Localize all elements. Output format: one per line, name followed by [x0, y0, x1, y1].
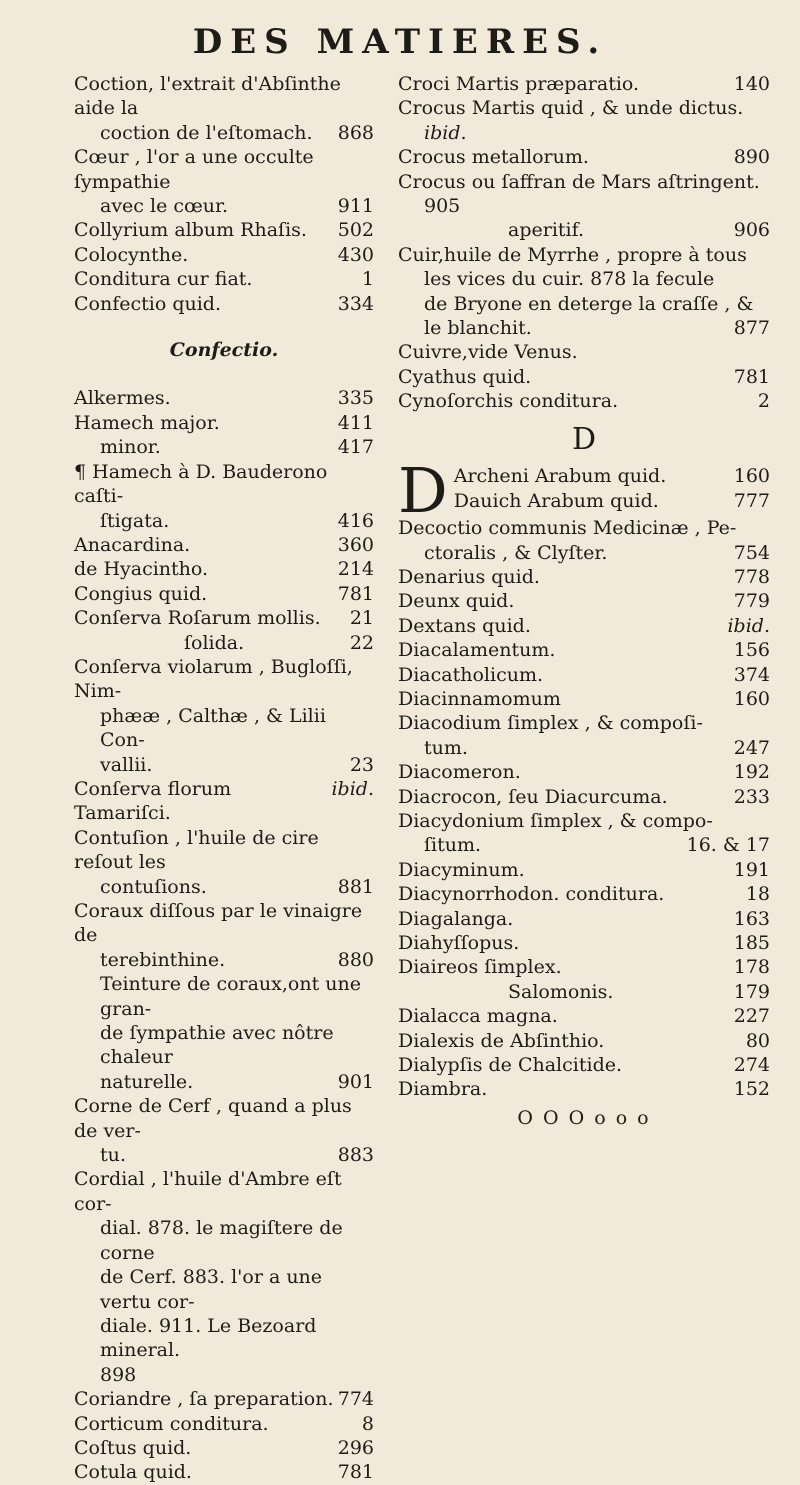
index-entry — [398, 858, 770, 882]
entry-text: vallii. — [100, 753, 153, 776]
index-entry — [398, 980, 770, 1004]
page-number: 777 — [733, 489, 770, 512]
entry-text: Diacodium ſimplex , & compoſi- — [398, 712, 703, 735]
left-column — [74, 72, 374, 1485]
page-number: 335 — [337, 387, 374, 410]
index-entry — [74, 948, 374, 972]
index-entry — [74, 218, 374, 242]
entry-text: Crocus Martis quid , & unde dictus. — [398, 97, 744, 120]
index-entry — [74, 899, 374, 948]
index-entry — [74, 826, 374, 875]
entry-text: contuſions. — [100, 875, 207, 898]
page-number: 911 — [337, 195, 374, 218]
page-number: 417 — [337, 436, 374, 459]
index-entry — [398, 316, 770, 340]
entry-text: ctoralis , & Clyſter. — [424, 541, 608, 564]
page-number: 781 — [337, 1461, 374, 1484]
entry-text: Crocus ou ſaffran de Mars aſtringent. — [398, 170, 760, 193]
page-number: 881 — [337, 875, 374, 898]
entry-text: Diacydonium ſimplex , & compo- — [398, 809, 713, 832]
entry-text: dial. 878. le magiſtere de corne — [100, 1217, 343, 1264]
page-number: 360 — [337, 533, 374, 556]
index-entry — [398, 589, 770, 613]
page-number: 178 — [733, 956, 770, 979]
entry-text: tum. — [424, 736, 468, 759]
page-number: 16. & 17 — [686, 834, 770, 857]
entry-text: Teinture de coraux,ont une gran- — [100, 973, 361, 1020]
entry-text: Dialexis de Abſinthio. — [398, 1029, 605, 1052]
index-entry — [398, 663, 770, 687]
index-entry — [398, 145, 770, 169]
entry-text: Collyrium album Rhaſis. — [74, 219, 307, 242]
entry-text: ſtigata. — [100, 509, 170, 532]
index-entry — [398, 267, 770, 291]
entry-text: terebinthine. — [100, 948, 226, 971]
entry-text: Conſerva florum Tamariſci. — [74, 777, 232, 825]
index-entry — [398, 340, 770, 364]
page-number: 22 — [349, 631, 374, 654]
page-number: 430 — [337, 243, 374, 266]
index-entry — [74, 1412, 374, 1436]
index-entry — [398, 907, 770, 931]
entry-text: 898 — [100, 1363, 137, 1386]
entry-text: diale. 911. Le Bezoard mineral. — [100, 1314, 317, 1362]
index-entry — [398, 1077, 770, 1101]
entry-text: Crocus metallorum. — [398, 146, 589, 169]
index-entry — [74, 460, 374, 509]
entry-text: Decoctio communis Medicinæ , Pe- — [398, 517, 737, 540]
entry-text: Dauich Arabum quid. — [453, 489, 659, 512]
index-entry — [74, 972, 374, 1021]
index-entry — [398, 711, 770, 735]
index-entry — [398, 389, 770, 413]
index-entry — [74, 1143, 374, 1167]
entry-text: Croci Martis præparatio. — [398, 73, 640, 95]
page-number: 152 — [733, 1078, 770, 1101]
index-entry — [398, 218, 770, 242]
index-entry — [74, 1216, 374, 1265]
page-number: 334 — [337, 292, 374, 315]
index-entry — [398, 489, 770, 513]
index-entry — [74, 1021, 374, 1070]
page-number: 23 — [349, 753, 374, 776]
entry-text: Conſerva violarum , Bugloſſi, Nim- — [74, 655, 353, 703]
entry-text: Coſtus quid. — [74, 1436, 192, 1459]
index-entry — [398, 72, 770, 96]
page-number: 214 — [337, 558, 374, 581]
index-entry — [74, 631, 374, 655]
index-entry — [398, 464, 770, 488]
index-entry — [74, 777, 374, 826]
page-number: 774 — [337, 1388, 374, 1411]
right-column — [398, 72, 770, 1130]
entry-text: Diacynorrhodon. conditura. — [398, 883, 665, 906]
entry-text: Cyathus quid. — [398, 365, 532, 388]
entry-text: Coriandre , ſa preparation. — [74, 1388, 334, 1411]
index-entry — [74, 1363, 374, 1387]
entry-text: Dextans quid. — [398, 614, 531, 637]
index-entry — [74, 411, 374, 435]
index-entry — [74, 1265, 374, 1314]
entry-text: Diaireos ſimplex. — [398, 956, 562, 979]
index-entry — [398, 931, 770, 955]
page-number: 274 — [733, 1054, 770, 1077]
page-number: 877 — [733, 317, 770, 340]
entry-text: Diahyſſopus. — [398, 932, 520, 954]
entry-text: coction de l'eſtomach. — [100, 121, 313, 144]
entry-text: Cordial , l'huile d'Ambre eſt cor- — [74, 1168, 342, 1215]
section-letter: D — [571, 421, 597, 457]
entry-text: Corne de Cerf , quand a plus de ver- — [74, 1095, 352, 1142]
page-number: 781 — [733, 365, 770, 388]
page-number: 179 — [733, 980, 770, 1003]
page-number: 502 — [337, 219, 374, 242]
entry-text: Diacyminum. — [398, 858, 525, 881]
entry-text: Coraux diſſous par le vinaigre de — [74, 900, 363, 947]
page-number: 880 — [337, 948, 374, 971]
entry-text: Deunx quid. — [398, 590, 515, 613]
page-number: 411 — [337, 411, 374, 434]
index-entry — [398, 194, 770, 218]
entry-text: ſolida. — [184, 631, 245, 654]
section-subheading: Confectio. — [169, 339, 279, 362]
index-entry — [398, 565, 770, 589]
ornament-footer: O O O o o o — [517, 1106, 651, 1129]
index-entry — [398, 785, 770, 809]
entry-text: Conditura cur fiat. — [74, 268, 253, 291]
index-entry — [398, 243, 770, 267]
entry-text: Cuir,huile de Myrrhe , propre à tous — [398, 243, 747, 266]
index-entry — [398, 809, 770, 833]
entry-text: de Bryone en deterge la craſſe , & — [424, 292, 754, 315]
page-number: 779 — [733, 590, 770, 613]
index-entry — [398, 365, 770, 389]
entry-text: ibid. — [424, 121, 467, 144]
index-entry — [74, 557, 374, 581]
index-entry — [398, 121, 770, 145]
entry-text: Diacrocon, ſeu Diacurcuma. — [398, 785, 668, 808]
index-entry — [74, 753, 374, 777]
entry-text: Hamech major. — [74, 411, 220, 434]
page-header: DES MATIERES. — [192, 22, 608, 62]
index-entry — [398, 292, 770, 316]
entry-text: Conſerva Roſarum mollis. — [74, 607, 321, 630]
page-number: 163 — [733, 907, 770, 930]
index-entry — [74, 435, 374, 459]
page-number: 374 — [733, 663, 770, 686]
index-entry — [398, 541, 770, 565]
index-entry — [398, 170, 770, 194]
index-entry — [398, 882, 770, 906]
index-entry — [74, 292, 374, 316]
entry-text: Denarius quid. — [398, 565, 540, 588]
entry-text: ſitum. — [424, 834, 482, 857]
index-entry — [74, 1387, 374, 1411]
entry-text: minor. — [100, 436, 161, 459]
page-number: 778 — [733, 565, 770, 588]
index-entry — [74, 145, 374, 194]
entry-text: Diagalanga. — [398, 907, 514, 930]
index-entry — [74, 267, 374, 291]
page-number: 247 — [733, 736, 770, 759]
entry-text: ¶ Hamech à D. Bauderono caſti- — [74, 460, 328, 508]
page-number: 192 — [733, 761, 770, 784]
page-number: 185 — [733, 932, 770, 954]
index-entry — [74, 386, 374, 410]
page-number: 416 — [337, 509, 374, 532]
page-number: 191 — [733, 858, 770, 881]
index-entry — [74, 1314, 374, 1363]
page-number: ibid. — [727, 614, 770, 637]
page-number: 160 — [733, 687, 770, 710]
entry-text: Coction, l'extrait d'Abſinthe aide la — [74, 73, 341, 120]
entry-text: les vices du cuir. 878 la fecule — [424, 268, 715, 291]
index-entry — [398, 638, 770, 662]
entry-text: Cuivre,vide Venus. — [398, 341, 578, 364]
entry-text: Dialypſis de Chalcitide. — [398, 1054, 623, 1077]
page-number: 18 — [745, 883, 770, 906]
index-entry — [398, 760, 770, 784]
index-entry — [74, 1094, 374, 1143]
page-number: 8 — [361, 1412, 374, 1435]
index-entry — [74, 1167, 374, 1216]
entry-text: Diacatholicum. — [398, 663, 544, 686]
page-number: 296 — [337, 1436, 374, 1459]
entry-text: Dialacca magna. — [398, 1005, 558, 1028]
index-entry — [74, 1436, 374, 1460]
page-number: 140 — [733, 73, 770, 95]
index-entry — [398, 833, 770, 857]
entry-text: Cotula quid. — [74, 1461, 192, 1484]
entry-text: Alkermes. — [74, 387, 171, 410]
index-entry — [74, 121, 374, 145]
entry-text: Archeni Arabum quid. — [453, 465, 667, 488]
entry-text: naturelle. — [100, 1070, 194, 1093]
entry-text: Contuſion , l'huile de cire reſout les — [74, 826, 319, 874]
index-entry — [398, 96, 770, 120]
entry-text: phææ , Calthæ , & Lilii Con- — [100, 704, 326, 752]
index-entry — [398, 1029, 770, 1053]
index-entry — [74, 1460, 374, 1484]
entry-text: Confectio quid. — [74, 292, 221, 315]
page-number: 781 — [337, 582, 374, 605]
entry-text: avec le cœur. — [100, 195, 229, 218]
entry-text: Cœur , l'or a une occulte ſympathie — [74, 146, 314, 193]
entry-text: Anacardina. — [74, 533, 191, 556]
index-entry — [398, 687, 770, 711]
entry-text: aperitif. — [508, 219, 584, 242]
index-entry — [74, 606, 374, 630]
entry-text: de ſympathie avec nôtre chaleur — [100, 1022, 334, 1069]
index-entry — [74, 194, 374, 218]
index-entry — [398, 614, 770, 638]
index-entry — [398, 516, 770, 540]
index-entry — [398, 955, 770, 979]
page-number: 227 — [733, 1005, 770, 1028]
entry-text: Diambra. — [398, 1078, 488, 1101]
index-entry — [74, 1070, 374, 1094]
entry-text: Salomonis. — [508, 980, 614, 1003]
entry-text: Diacinnamomum — [398, 687, 561, 710]
index-entry — [74, 704, 374, 753]
page-number: 868 — [337, 121, 374, 144]
page-number: ibid. — [331, 777, 374, 800]
dropcap-block — [398, 454, 770, 528]
page-number: 80 — [745, 1029, 770, 1052]
page-number: 2 — [757, 390, 770, 413]
index-entry — [74, 533, 374, 557]
entry-text: le blanchit. — [424, 317, 532, 340]
page-number: 901 — [337, 1070, 374, 1093]
index-entry — [74, 875, 374, 899]
index-entry — [74, 72, 374, 121]
index-entry — [398, 1053, 770, 1077]
page-number: 156 — [733, 639, 770, 662]
entry-text: Congius quid. — [74, 582, 208, 605]
entry-text: Diacalamentum. — [398, 639, 556, 662]
index-entry — [74, 655, 374, 704]
page-number: 890 — [733, 146, 770, 169]
index-entry — [74, 582, 374, 606]
dropcap-letter: D — [398, 454, 448, 528]
entry-text: Corticum conditura. — [74, 1412, 269, 1435]
page-number: 21 — [349, 607, 374, 630]
entry-text: Colocynthe. — [74, 243, 189, 266]
entry-text: de Cerf. 883. l'or a une vertu cor- — [100, 1266, 323, 1313]
page-number: 883 — [337, 1144, 374, 1167]
entry-text: de Hyacintho. — [74, 558, 209, 581]
page-number: 754 — [733, 541, 770, 564]
page-number: 1 — [361, 268, 374, 291]
page-number: 160 — [733, 465, 770, 488]
page-number: 233 — [733, 785, 770, 808]
entry-text: Cynoſorchis conditura. — [398, 390, 619, 413]
page-number: 906 — [733, 219, 770, 242]
index-entry — [398, 736, 770, 760]
index-entry — [398, 1004, 770, 1028]
entry-text: Diacomeron. — [398, 761, 521, 784]
entry-text: 905 — [424, 195, 461, 218]
index-entry — [74, 509, 374, 533]
index-entry — [74, 243, 374, 267]
entry-text: tu. — [100, 1144, 126, 1167]
